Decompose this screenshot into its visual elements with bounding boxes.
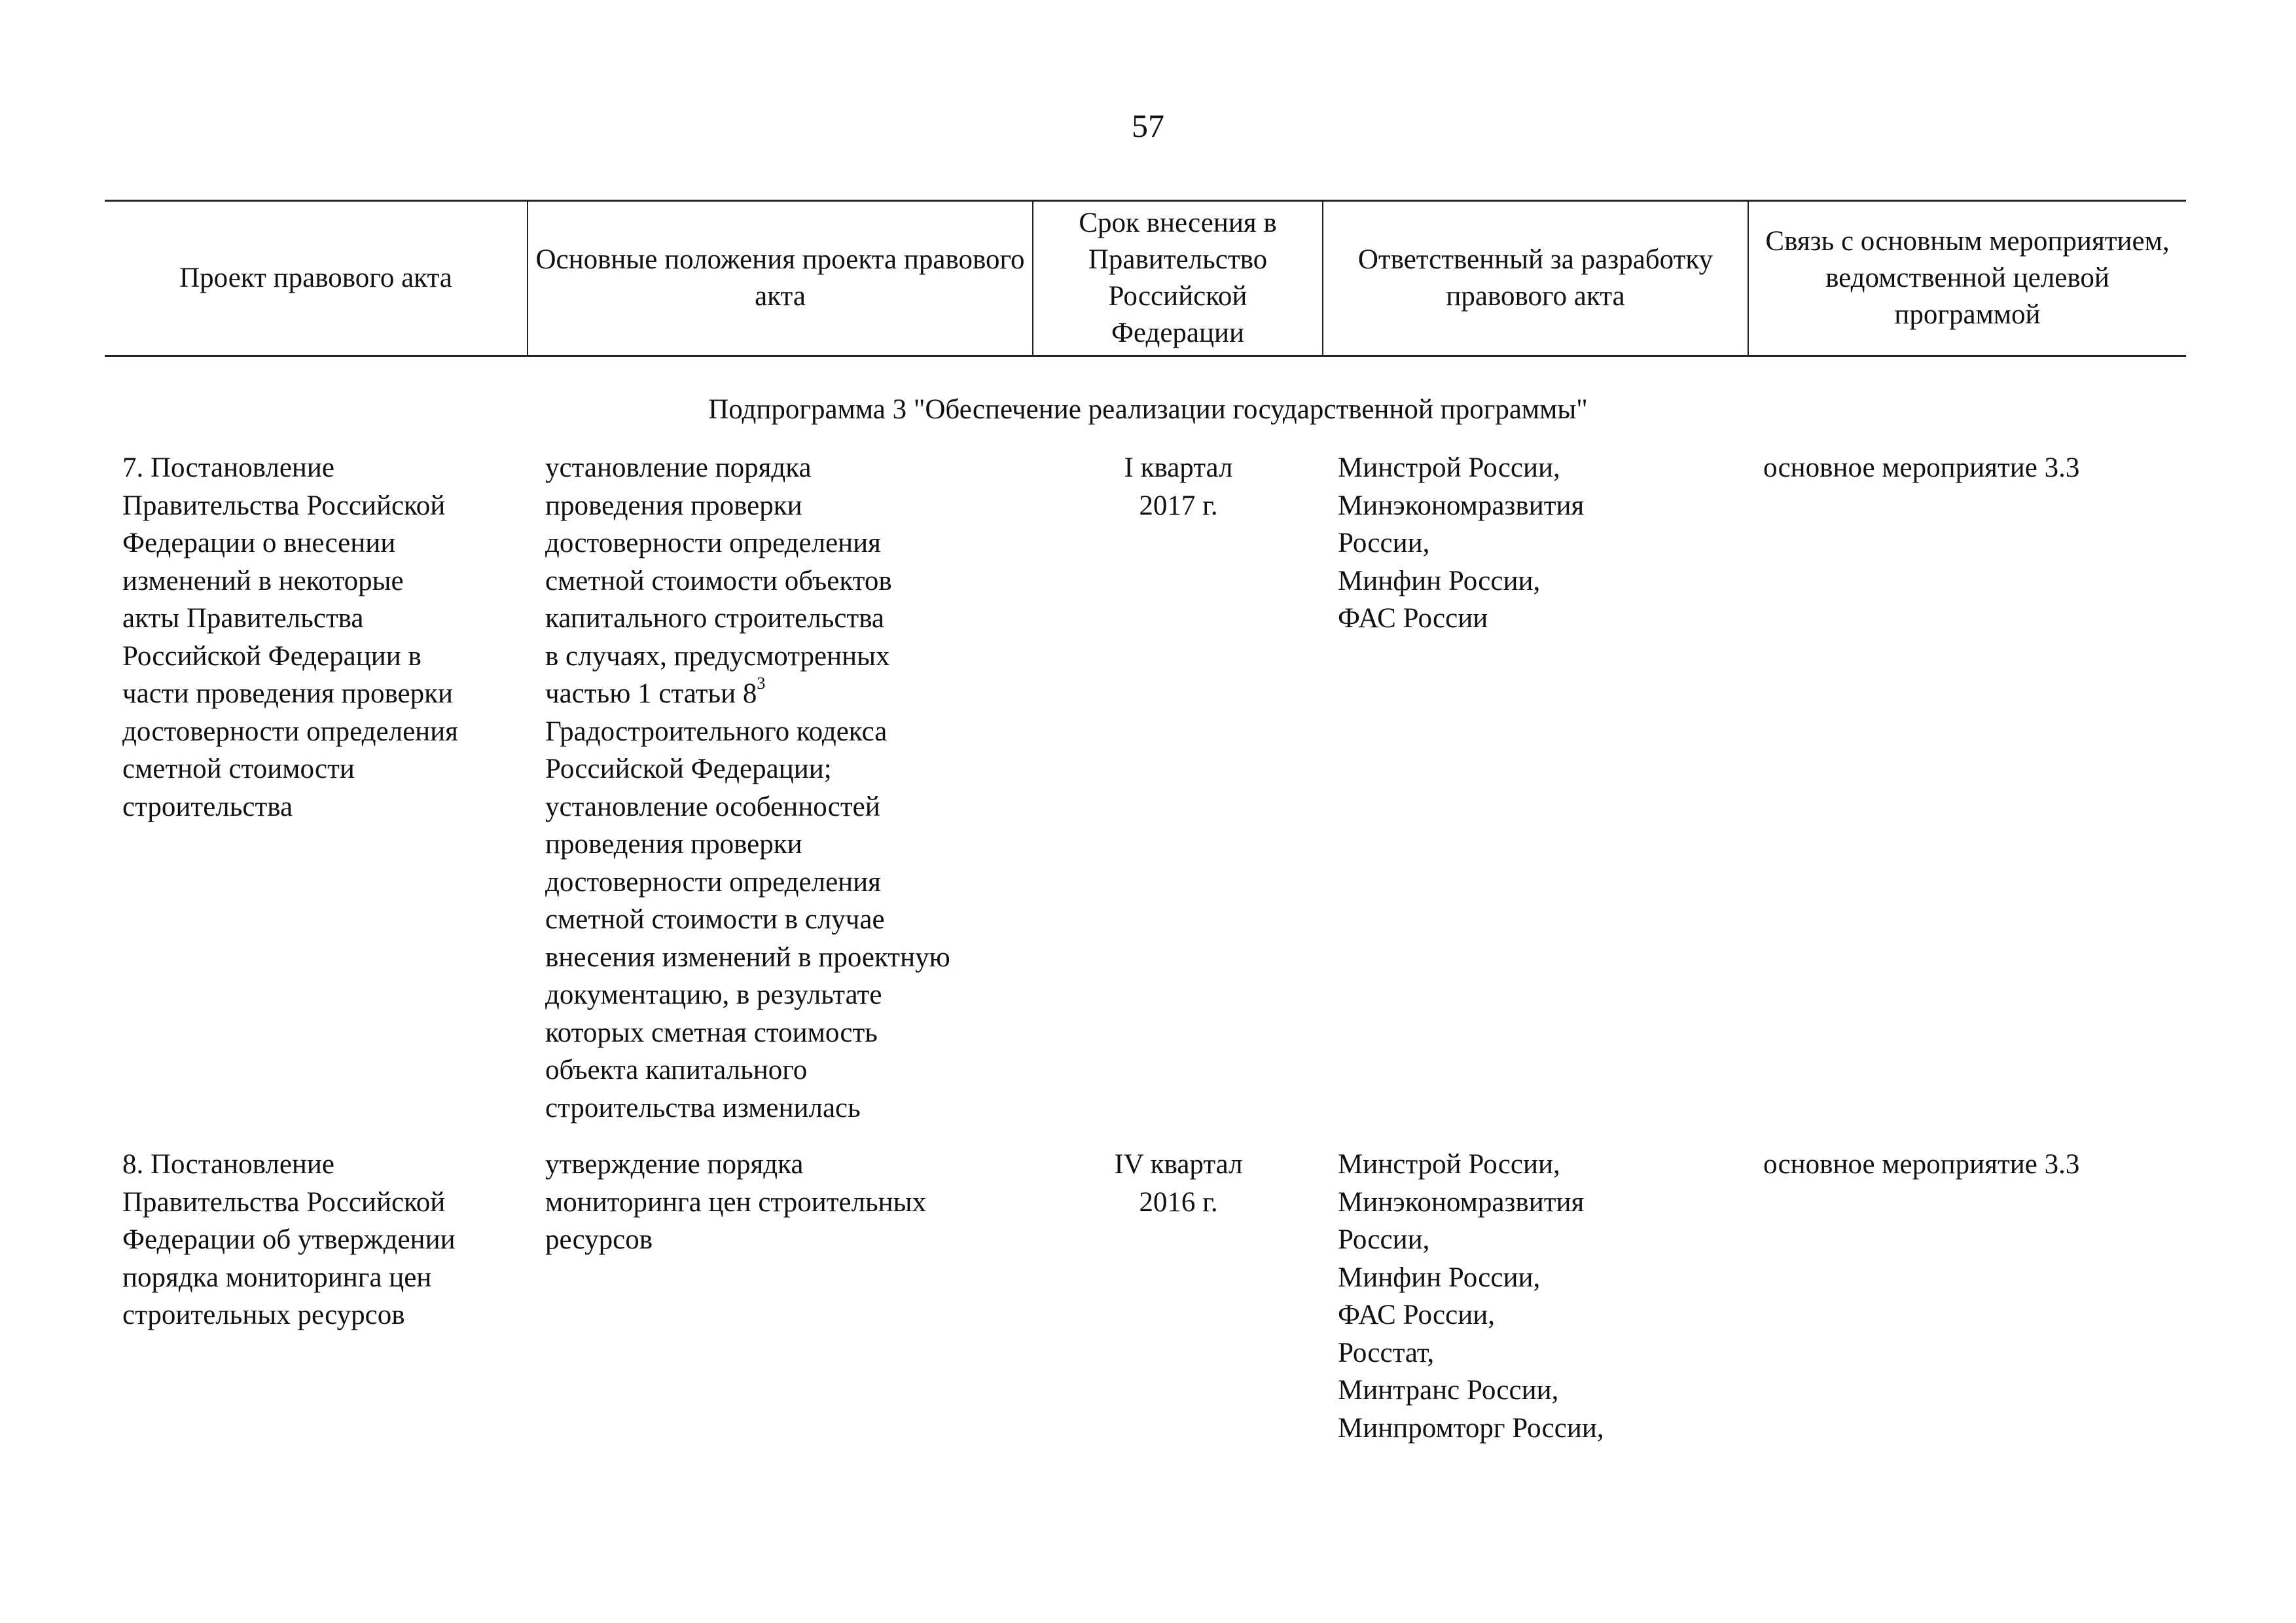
header-submission-deadline: Срок внесения в Правительство Российской Федерации bbox=[1033, 202, 1323, 355]
table-header bbox=[105, 200, 2186, 357]
row-responsible: Минстрой России, Минэкономразвития России, Минфин России, ФАС России, Росстат, Минтранс России, Минпромторг России, bbox=[1338, 1149, 1604, 1444]
header-main-provisions: Основные положения проекта правового акта bbox=[528, 202, 1033, 355]
row-link: основное мероприятие 3.3 bbox=[1763, 1149, 2080, 1180]
header-link-to-activity: Связь с основным мероприятием, ведомственной целевой программой bbox=[1765, 226, 2170, 330]
row-responsible: Минстрой России, Минэкономразвития России, Минфин России, ФАС России bbox=[1338, 452, 1585, 634]
row-link: основное мероприятие 3.3 bbox=[1763, 452, 2080, 483]
page-number: 57 bbox=[1132, 107, 1164, 144]
article-superscript: 3 bbox=[757, 673, 766, 693]
row-legal-act: 8. Постановление Правительства Российской Федерации об утверждении порядка мониторинга цен строительных ресурсов bbox=[122, 1149, 456, 1330]
row-legal-act: 7. Постановление Правительства Российской Федерации о внесении изменений в некоторые акты Правительства Российской Федерации в части проведения проверки достоверности определения сметной стоимости строительства bbox=[122, 452, 458, 822]
row-provisions bbox=[528, 449, 1033, 1127]
header-responsible: Ответственный за разработку правового акта bbox=[1323, 202, 1749, 355]
provisions-text: установление порядка проведения проверки достоверности определения сметной стоимости объектов капитального строительства в случаях, предусмотренных частью 1 статьи 8 bbox=[545, 452, 892, 709]
row-deadline: I квартал 2017 г. bbox=[1124, 452, 1233, 521]
table-row bbox=[105, 1146, 2186, 1447]
row-provisions: утверждение порядка мониторинга цен строительных ресурсов bbox=[545, 1149, 927, 1255]
provisions-text-continued: Градостроительного кодекса Российской Федерации; установление особенностей проведения проверки достоверности определения сметной стоимости в случае внесения изменений в проектную документацию, в результате которых сметная стоимость объекта капитального строительства изменилась bbox=[545, 716, 950, 1123]
row-deadline: IV квартал 2016 г. bbox=[1114, 1149, 1243, 1218]
subprogram-title: Подпрограмма 3 "Обеспечение реализации государственной программы" bbox=[708, 394, 1588, 425]
header-legal-act-project: Проект правового акта bbox=[105, 202, 528, 355]
table-row bbox=[105, 449, 2186, 1127]
